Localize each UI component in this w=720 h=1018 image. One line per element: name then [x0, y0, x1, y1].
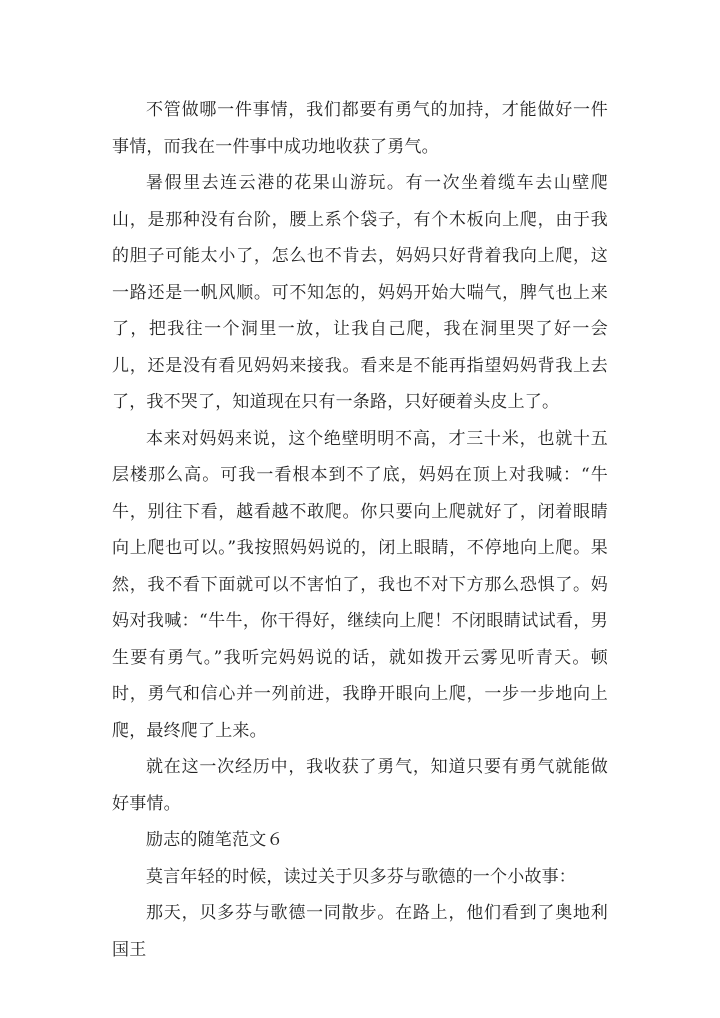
- section-heading: 励志的随笔范文６: [146, 830, 284, 850]
- document-body: [112, 92, 608, 968]
- paragraph-conclusion: 就在这一次经历中，我收获了勇气，知道只要有勇气就能做好事情。: [112, 757, 608, 814]
- paragraph-intro: 不管做哪一件事情，我们都要有勇气的加持，才能做好一件事情，而我在一件事中成功地收获了勇气。: [112, 100, 608, 157]
- paragraph-climb: 本来对妈妈来说，这个绝壁明明不高，才三十米，也就十五层楼那么高。可我一看根本到不了底，妈妈在顶上对我喊：“牛牛，别往下看，越看越不敢爬。你只要向上爬就好了，闭着眼睛向上爬也可以。”我按照妈妈说的，闭上眼睛，不停地向上爬。果然，我不看下面就可以不害怕了，我也不对下方那么恐惧了。妈妈对我喊：“牛牛，你干得好，继续向上爬！不闭眼睛试试看，男生要有勇气。”我听完妈妈说的话，就如拨开云雾见听青天。顿时，勇气和信心并一列前进，我睁开眼向上爬，一步一步地向上爬，最终爬了上来。: [112, 428, 608, 741]
- paragraph-moyan: 莫言年轻的时候，读过关于贝多芬与歌德的一个小故事：: [146, 866, 576, 887]
- paragraph-huaguoshan: 暑假里去连云港的花果山游玩。有一次坐着缆车去山壁爬山，是那种没有台阶，腰上系个袋子，有个木板向上爬，由于我的胆子可能太小了，怎么也不肯去，妈妈只好背着我向上爬，这一路还是一帆风顺。可不知怎的，妈妈开始大喘气，脾气也上来了，把我往一个洞里一放，让我自己爬，我在洞里哭了好一会儿，还是没有看见妈妈来接我。看来是不能再指望妈妈背我上去了，我不哭了，知道现在只有一条路，只好硬着头皮上了。: [112, 173, 608, 412]
- paragraph-beethoven: 那天，贝多芬与歌德一同散步。在路上，他们看到了奥地利国王: [112, 903, 608, 960]
